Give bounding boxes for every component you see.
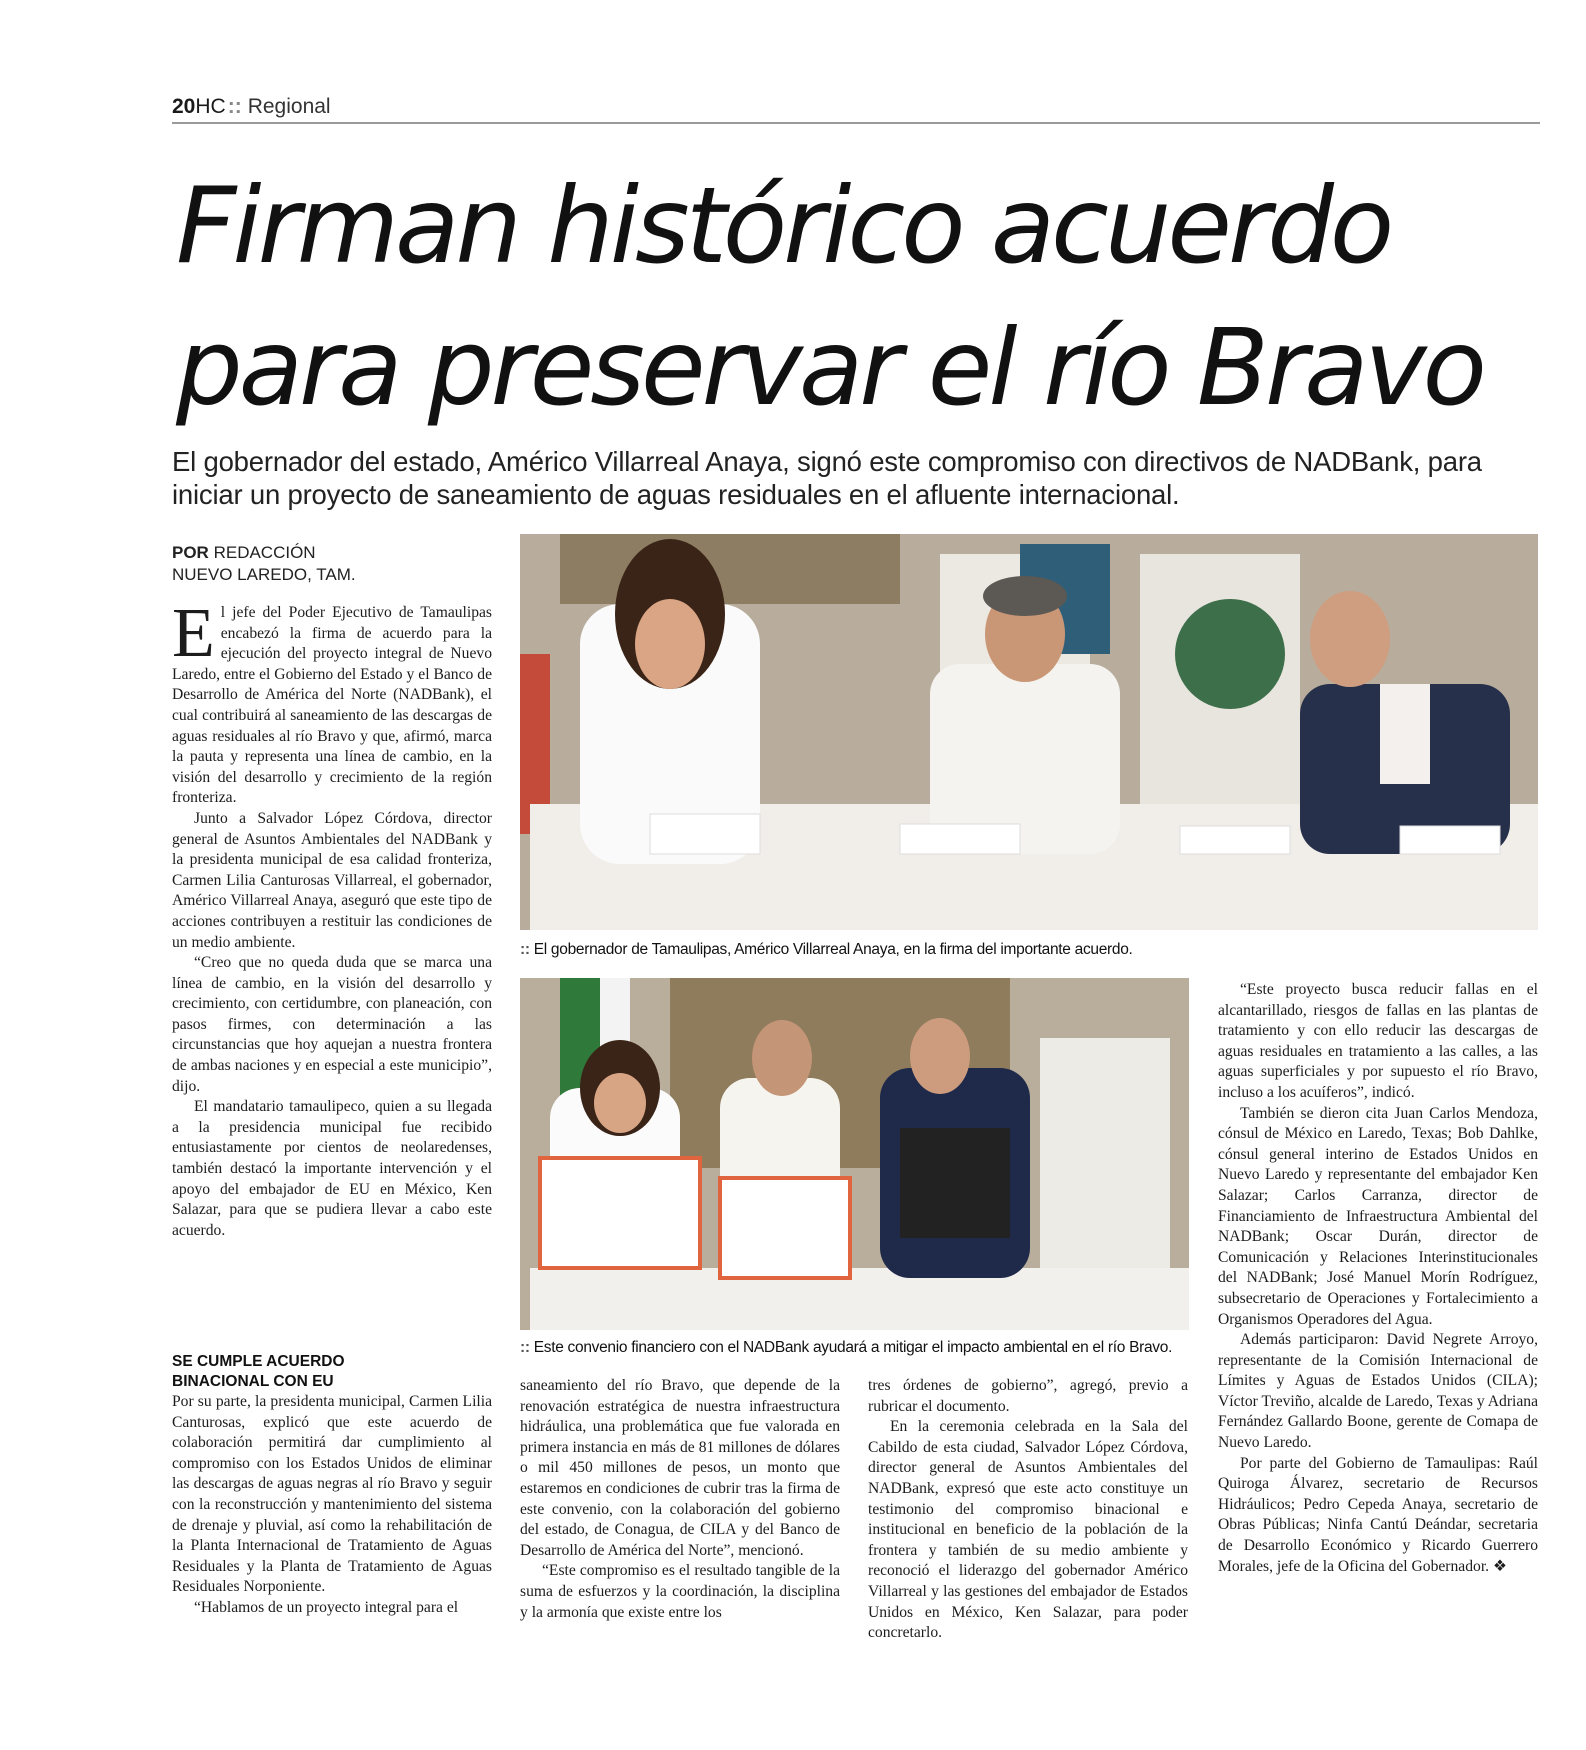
- article-column-1-lower: [172, 1352, 492, 1619]
- paragraph: saneamiento del río Bravo, que depende de la renovación estratégica de nuestra infraestructura hidráulica, una problemática que fue valorada en primera instancia en más de 81 millones de dólares o mil 450 millones de pesos, un monto que estaremos en condiciones de cubrir tras la firma de este convenio, con la colaboración del gobierno del estado, de Conagua, de CILA y del Banco de Desarrollo de América del Norte”, mencionó.: [520, 1377, 840, 1559]
- byline: [172, 542, 502, 586]
- paragraph: Por su parte, la presidenta municipal, Carmen Lilia Canturosas, explicó que este acuerdo de colaboración permitirá dar cumplimiento al compromiso con los Estados Unidos de eliminar las descargas de aguas negras al río Bravo y seguir con la reconstrucción y mantenimiento del sistema de drenaje y pluvial, así como la rehabilitación de la Planta Internacional de Tratamiento de Aguas Residuales y la Planta de Tratamiento de Aguas Residuales Norponiente.: [172, 1393, 492, 1596]
- headline: [176, 155, 1556, 439]
- dek: [172, 445, 1552, 511]
- subhead-line-1: SE CUMPLE ACUERDO: [172, 1353, 345, 1370]
- section-label: Regional: [247, 95, 331, 118]
- caption-text: Este convenio financiero con el NADBank ayudará a mitigar el impacto ambiental en el río Bravo.: [533, 1339, 1173, 1356]
- paragraph: “Creo que no queda duda que se marca una línea de cambio, en la visión del desarrollo y crecimiento, con certidumbre, con planeación, con pasos firmes, con determinación a las circunstancias que hoy aquejan a nuestra frontera de ambas naciones y en especial a este municipio”, dijo.: [172, 954, 492, 1095]
- paragraph: “Este compromiso es el resultado tangible de la suma de esfuerzos y la coordinación, la disciplina y la armonía que existe entre los: [520, 1562, 840, 1621]
- end-mark-icon: ❖: [1492, 1557, 1507, 1575]
- article-column-1: [172, 595, 492, 1241]
- photo-caption-1: [520, 940, 1133, 960]
- subhead-line-2: BINACIONAL CON EU: [172, 1373, 334, 1390]
- page-number: 20: [172, 95, 196, 118]
- paragraph-text: l jefe del Poder Ejecutivo de Tamaulipas encabezó la firma de acuerdo para la ejecución del proyecto integral de Nuevo Laredo, entre el Gobierno del Estado y el Banco de Desarrollo de América del Norte (NADBank), el cual contribuirá al saneamiento de las descargas de aguas residuales al río Bravo y que, afirmó, marca la pauta y representa una línea de cambio, en la visión del desarrollo y crecimiento de la región fronteriza.: [172, 604, 492, 807]
- paragraph: tres órdenes de gobierno”, agregó, previo a rubricar el documento.: [868, 1377, 1188, 1415]
- photo-caption-2: [520, 1338, 1172, 1358]
- photo-signing-image: [520, 534, 1538, 930]
- dateline: NUEVO LAREDO, TAM.: [172, 565, 356, 584]
- article-column-4: [1218, 980, 1538, 1577]
- dek-line-1: El gobernador del estado, Américo Villarreal Anaya, signó este compromiso con directivos de NADBank, para: [172, 446, 1482, 477]
- paragraph: El mandatario tamaulipeco, quien a su llegada a la presidencia municipal fue recibido entusiastamente por cientos de neolaredenses, también destacó la importante intervención y el apoyo del embajador de EU en México, Ken Salazar, para que se pudiera llevar a cabo este acuerdo.: [172, 1098, 492, 1239]
- caption-text: El gobernador de Tamaulipas, Américo Villarreal Anaya, en la firma del importante acuerdo.: [533, 941, 1133, 958]
- dek-line-2: iniciar un proyecto de saneamiento de aguas residuales en el afluente internacional.: [172, 479, 1180, 510]
- paragraph: [172, 595, 492, 809]
- article-column-3: [868, 1376, 1188, 1644]
- paragraph: “Este proyecto busca reducir fallas en el alcantarillado, riesgos de fallas en las plantas de tratamiento y con ello reducir las descargas de aguas residuales en tratamiento a las calles, a las aguas superficiales y por supuesto el río Bravo, incluso a los acuíferos”, indicó.: [1218, 981, 1538, 1101]
- paragraph-text: Por parte del Gobierno de Tamaulipas: Raúl Quiroga Álvarez, secretario de Recursos Hidráulicos; Pedro Cepeda Anaya, secretario de Obras Públicas; Ninfa Cantú Deándar, secretaria de Desarrollo Económico y Ricardo Guerrero Morales, jefe de la Oficina del Gobernador.: [1218, 1454, 1538, 1575]
- caption-marker: ::: [520, 941, 530, 958]
- paragraph: [1218, 1454, 1538, 1578]
- paragraph: En la ceremonia celebrada en la Sala del Cabildo de esta ciudad, Salvador López Córdova, director general de Asuntos Ambientales del NADBank, expresó que este acto constituye un testimonio del compromiso binacional e institucional en beneficio de la población de la frontera y también de su medio ambiente y reconoció el liderazgo del gobernador Américo Villarreal y las gestiones del embajador de Estados Unidos en México, Ken Salazar, para poder concretarlo.: [868, 1418, 1188, 1642]
- photo-handshake-image: [520, 978, 1189, 1330]
- headline-line-1: Firman histórico acuerdo: [176, 165, 1391, 287]
- byline-author: REDACCIÓN: [213, 543, 316, 562]
- caption-marker: ::: [520, 1339, 530, 1356]
- photo-signing: [520, 534, 1538, 930]
- headline-line-2: para preservar el río Bravo: [176, 307, 1483, 429]
- drop-cap: E: [172, 595, 215, 672]
- page-header: [172, 96, 1540, 124]
- paragraph: También se dieron cita Juan Carlos Mendoza, cónsul de México en Laredo, Texas; Bob Dahlke, cónsul general interino de Estados Unidos en Nuevo Laredo y representante del embajador Ken Salazar; Carlos Carranza, director de Financiamiento de Infraestructura Ambiental del NADBank; Oscar Durán, director de Comunicación y Relaciones Interinstitucionales del NADBank; José Manuel Morín Rodríguez, subsecretario de Operaciones y Fortalecimiento a Organismos Operadores del Agua.: [1218, 1104, 1538, 1328]
- brand-label: HC: [195, 95, 226, 118]
- byline-por: POR: [172, 543, 209, 562]
- paragraph: Además participaron: David Negrete Arroyo, representante de la Comisión Internacional de Límites y Aguas de Estados Unidos (CILA); Víctor Treviño, alcalde de Laredo, Texas y Adriana Fernández Gallardo Boone, gerente de Comapa de Nuevo Laredo.: [1218, 1331, 1538, 1452]
- paragraph: Junto a Salvador López Córdova, director general de Asuntos Ambientales del NADBank y la presidenta municipal de esa calidad fronteriza, Carmen Lilia Canturosas Villarreal, el gobernador, Américo Villarreal Anaya, aseguró que este tipo de acciones contribuyen a restituir las condiciones de un medio ambiente.: [172, 809, 492, 951]
- paragraph: “Hablamos de un proyecto integral para el: [194, 1598, 459, 1616]
- photo-handshake: [520, 978, 1189, 1330]
- article-column-2: [520, 1376, 840, 1623]
- header-separator: ::: [227, 95, 242, 118]
